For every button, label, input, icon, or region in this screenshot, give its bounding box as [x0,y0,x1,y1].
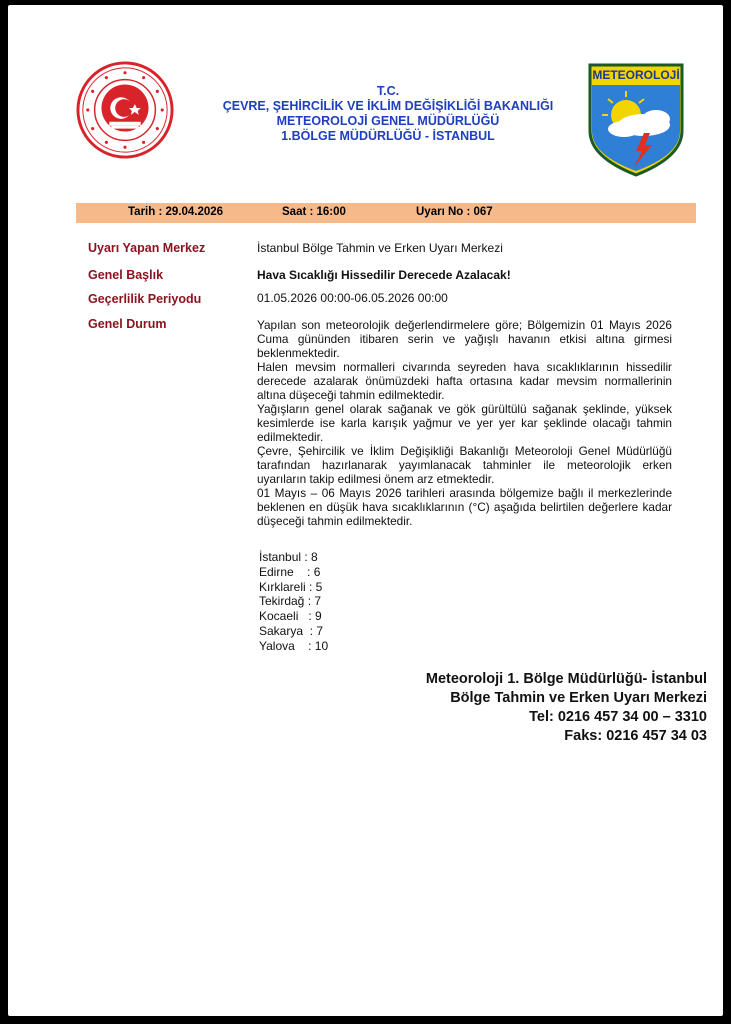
paragraph: Yapılan son meteorolojik değerlendirmelere göre; Bölgemizin 01 Mayıs 2026 Cuma gününden itibaren serin ve yağışlı havanın etkisi altına girmesi beklenmektedir. [257,318,672,360]
footer-directorate: Meteoroloji 1. Bölge Müdürlüğü- İstanbul [425,671,707,687]
temperature-item: Kocaeli : 9 [259,609,322,624]
period-value: 01.05.2026 00:00-06.05.2026 00:00 [257,291,448,305]
header-ministry: ÇEVRE, ŞEHİRCİLİK VE İKLİM DEĞİŞİKLİĞİ BAKANLIĞI [222,99,554,113]
temperature-item: Kırklareli : 5 [259,579,323,594]
footer-center: Bölge Tahmin ve Erken Uyarı Merkezi [450,690,707,706]
temperature-item: Yalova : 10 [259,638,329,653]
warning-number-text: Uyarı No : 067 [416,206,493,218]
temperature-list [259,550,328,654]
temperature-item: Tekirdağ : 7 [259,594,322,609]
period-label: Geçerlilik Periyodu [88,292,202,306]
time-text: Saat : 16:00 [282,206,346,218]
temperature-item: Sakarya : 7 [259,623,324,638]
meteoroloji-logo [586,61,686,177]
temperature-item: Edirne : 6 [259,564,321,579]
header-directorate: METEOROLOJİ GENEL MÜDÜRLÜĞÜ [276,114,500,128]
contact-footer [426,670,707,746]
title-label: Genel Başlık [88,268,164,282]
info-bar [76,203,696,223]
footer-phone: Tel: 0216 457 34 00 – 3310 [529,709,707,725]
paragraph: Halen mevsim normalleri civarında seyreden hava sıcaklıklarının hissedilir derecede azalarak önümüzdeki hafta ortasına kadar mevsim normallerinin altına düşeceği tahmin edilmektedir. [257,360,672,402]
paragraph: Yağışların genel olarak sağanak ve gök gürültülü sağanak şeklinde, yüksek kesimlerde ise karla karışık yağmur ve yer yer kar şeklinde olacağı tahmin edilmektedir. [257,402,672,444]
title-value: Hava Sıcaklığı Hissedilir Derecede Azalacak! [257,268,511,282]
status-body [257,318,672,528]
header-tc: T.C. [376,84,400,98]
temperature-item: İstanbul : 8 [259,550,318,564]
center-value: İstanbul Bölge Tahmin ve Erken Uyarı Merkezi [257,241,503,255]
center-label: Uyarı Yapan Merkez [88,241,206,255]
date-text: Tarih : 29.04.2026 [128,206,224,218]
document-page [8,5,723,1016]
header-region: 1.BÖLGE MÜDÜRLÜĞÜ - İSTANBUL [281,129,495,143]
logo-text: METEOROLOJİ [592,68,680,82]
paragraph: 01 Mayıs – 06 Mayıs 2026 tarihleri arasında bölgemize bağlı il merkezlerinde beklenen en düşük hava sıcaklıklarının (°C) aşağıda belirtilen değerlere kadar düşeceği tahmin edilmektedir. [257,486,672,528]
footer-fax: Faks: 0216 457 34 03 [564,728,707,744]
status-label: Genel Durum [88,317,167,331]
paragraph: Çevre, Şehircilik ve İklim Değişikliği Bakanlığı Meteoroloji Genel Müdürlüğü tarafından hazırlanarak yayımlanacak tahminler ile meteorolojik erken uyarıların takip edilmesi önem arz etmektedir. [257,444,672,486]
ministry-seal-logo [76,61,174,159]
